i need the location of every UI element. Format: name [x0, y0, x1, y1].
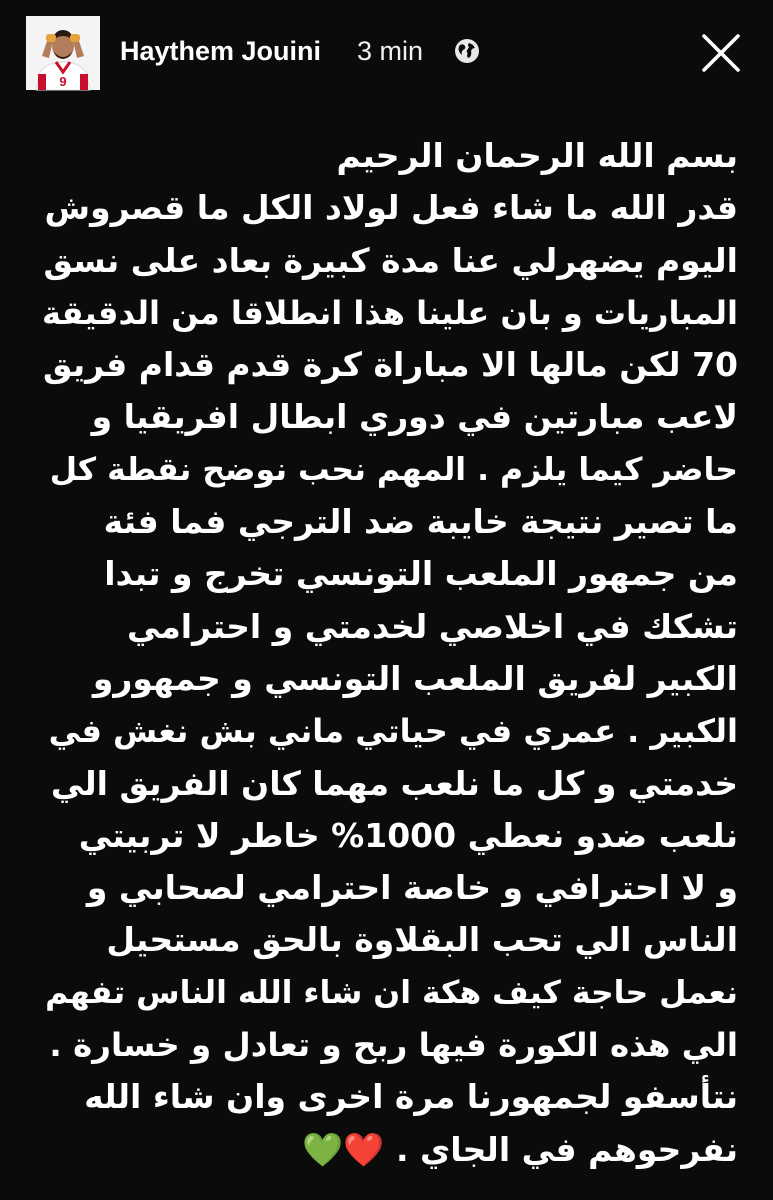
post-line: نلعب ضدو نعطي 1000% خاطر لا تربيتي [78, 815, 738, 855]
post-line: نفرحوهم في الجاي . ❤️💚 [302, 1129, 738, 1169]
globe-icon [454, 38, 480, 64]
avatar-jersey-number: 9 [59, 74, 67, 89]
avatar[interactable] [26, 16, 100, 90]
post-line: قدر الله ما شاء فعل لولاد الكل ما قصروش [44, 188, 738, 228]
post-line: ما تصير نتيجة خايبة ضد الترجي فما فئة [103, 502, 738, 542]
post-line: لاعب مبارتين في دوري ابطال افريقيا و [91, 397, 738, 437]
story-header [0, 0, 773, 110]
close-icon[interactable] [700, 32, 742, 74]
post-line: خدمتي و كل ما نلعب مهما كان الفريق الي [50, 763, 738, 803]
post-line: الكبير لفريق الملعب التونسي و جمهورو [92, 658, 738, 698]
post-line: الي هذه الكورة فيها ربح و تعادل و خسارة . [49, 1026, 738, 1065]
post-line: تشكك في اخلاصي لخدمتي و احترامي [126, 606, 738, 646]
post-line: المباريات و بان علينا هذا انطلاقا من الدقيقة [42, 293, 738, 332]
avatar-photo [26, 16, 100, 90]
post-line: من جمهور الملعب التونسي تخرج و تبدا [104, 554, 738, 594]
author-name[interactable]: Haythem Jouini [120, 36, 322, 66]
post-timestamp: 3 min [357, 36, 424, 66]
post-line: نتأسفو لجمهورنا مرة اخرى وان شاء الله [84, 1077, 738, 1117]
post-line: الناس الي تحب البقلاوة بالحق مستحيل [106, 920, 738, 960]
post-text [40, 130, 738, 1176]
post-line: بسم الله الرحمان الرحيم [336, 136, 738, 175]
post-line: و لا احترافي و خاصة احترامي لصحابي و [86, 868, 738, 908]
story-content [40, 130, 738, 1169]
post-line: نعمل حاجة كيف هكة ان شاء الله الناس تفهم [45, 974, 738, 1011]
post-line: اليوم يضهرلي عنا مدة كبيرة بعاد على نسق [43, 240, 738, 280]
post-line: 70 لكن مالها الا مباراة كرة قدم قدام فريق [43, 345, 738, 385]
post-line: الكبير . عمري في حياتي ماني بش نغش في [48, 712, 738, 751]
post-line: حاضر كيما يلزم . المهم نحب نوضح نقطة كل [49, 451, 738, 488]
